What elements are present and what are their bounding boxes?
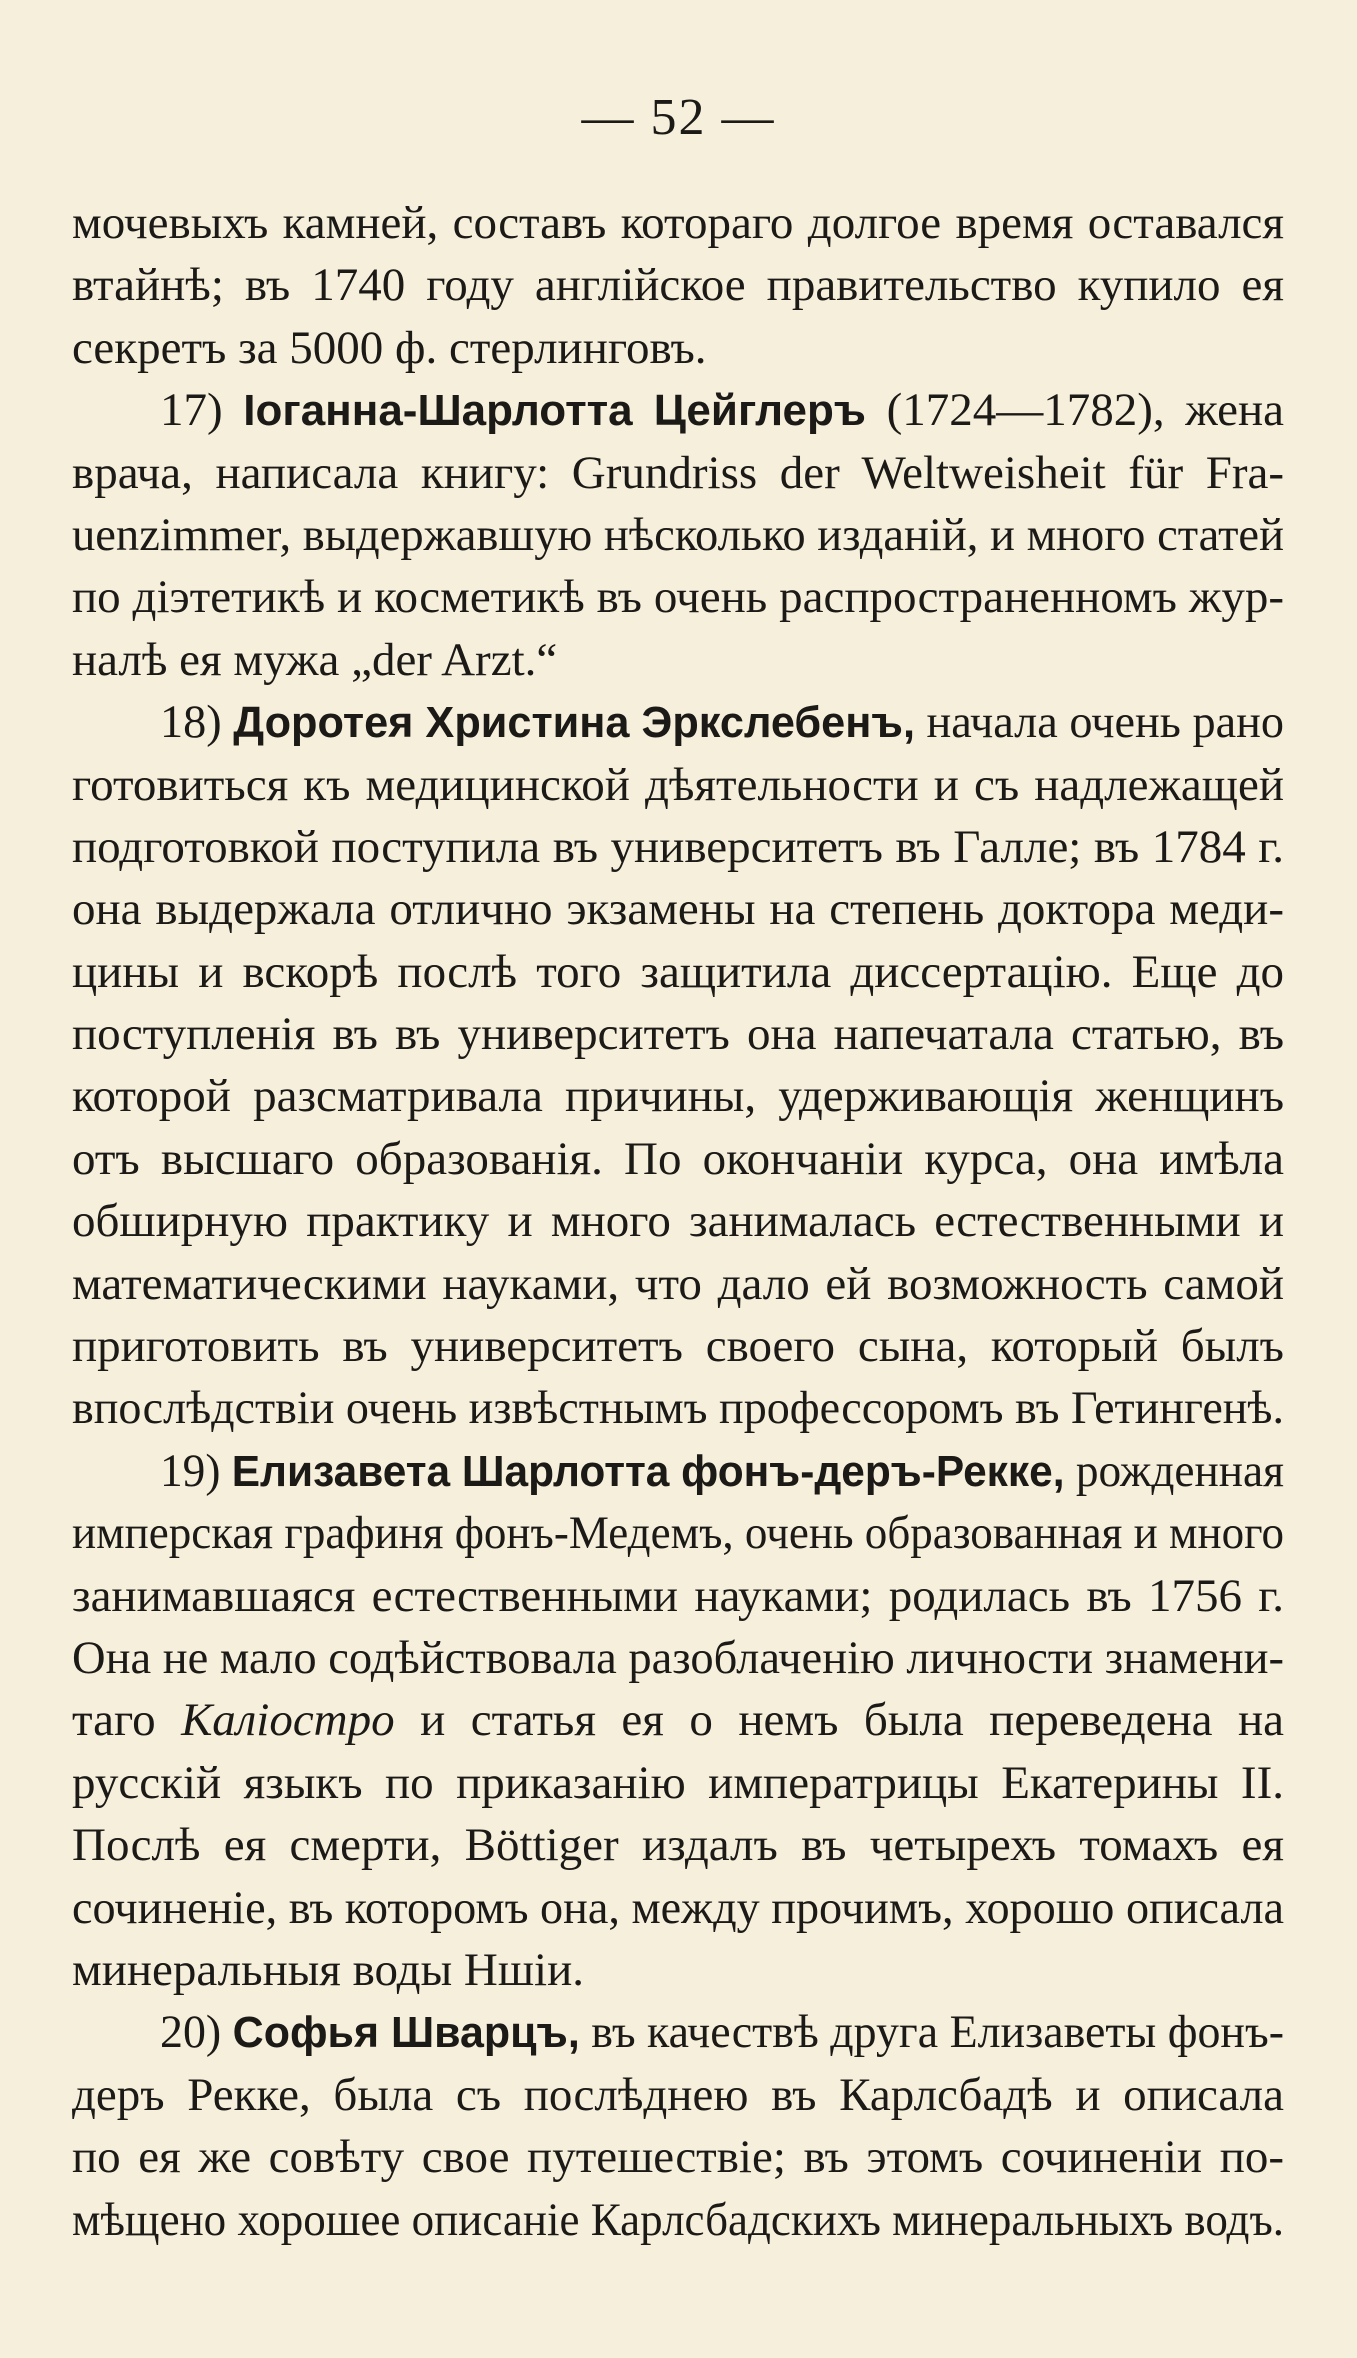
text-segment: приготовить въ университетъ своего сына, который былъ xyxy=(72,1320,1284,1373)
text-line xyxy=(72,1253,1357,1315)
text-line xyxy=(72,878,1357,940)
text-segment: таго xyxy=(72,1694,182,1747)
text-segment: русскій языкъ по приказанію императрицы Екатерины II. xyxy=(72,1756,1284,1809)
person-name: Елизавета Шарлотта фонъ-деръ-Рекке, xyxy=(231,1446,1065,1496)
text-line xyxy=(72,317,1357,379)
text-line xyxy=(72,566,1357,628)
text-segment: сочиненіе, въ которомъ она, между прочимъ, хорошо описала xyxy=(72,1881,1284,1934)
text-segment: Послѣ ея смерти, Böttiger издалъ въ четырехъ томахъ ея xyxy=(72,1819,1284,1872)
text-segment: математическими науками, что дало ей возможность самой xyxy=(72,1257,1284,1310)
text-segment: которой разсматривала причины, удерживающія женщинъ xyxy=(72,1070,1284,1123)
text-line xyxy=(72,816,1357,878)
text-segment: она выдержала отлично экзамены на степень доктора меди- xyxy=(72,883,1284,936)
text-line xyxy=(72,2126,1357,2188)
text-line xyxy=(72,1003,1357,1065)
text-line xyxy=(72,504,1357,566)
text-segment: обширную практику и много занималась естественными и xyxy=(72,1195,1284,1248)
text-segment: и статья ея о немъ была переведена на xyxy=(394,1694,1284,1747)
text-line xyxy=(72,1502,1357,1564)
text-line xyxy=(72,941,1357,1003)
text-segment: Она не мало содѣйствовала разоблаченію личности знамени- xyxy=(72,1631,1284,1684)
text-line xyxy=(72,1689,1357,1751)
text-segment: 20) xyxy=(160,2006,233,2059)
text-line xyxy=(72,192,1357,254)
text-segment: начала очень рано xyxy=(914,696,1284,749)
text-line xyxy=(72,1377,1357,1439)
text-segment: секретъ за 5000 ф. стерлинговъ. xyxy=(72,321,707,374)
text-segment: врача, написала книгу: Grundriss der Weltweisheit für Fra- xyxy=(72,446,1284,499)
text-segment: поступленія въ въ университетъ она напечатала статью, въ xyxy=(72,1008,1284,1061)
person-name: Іоганна-Шарлотта Цейглеръ xyxy=(243,386,866,436)
text-line xyxy=(72,1440,1357,1502)
person-name: Софья Шварцъ, xyxy=(232,2008,580,2058)
page-body-text xyxy=(72,192,1357,2251)
text-segment: налѣ ея мужа „der Arzt.“ xyxy=(72,633,558,686)
italic-text: Каліостро xyxy=(181,1694,395,1747)
text-line xyxy=(72,1877,1357,1939)
text-segment: впослѣдствіи очень извѣстнымъ профессоромъ въ Гетингенѣ. xyxy=(72,1382,1284,1435)
text-segment: имперская графиня фонъ-Медемъ, очень образованная и много xyxy=(72,1507,1284,1560)
text-segment: uenzimmer, выдержавшую нѣсколько изданій, и много статей xyxy=(72,508,1284,561)
text-segment: подготовкой поступила въ университетъ въ Галле; въ 1784 г. xyxy=(72,820,1284,873)
text-segment: по діэтетикѣ и косметикѣ въ очень распространенномъ жур- xyxy=(72,571,1284,624)
text-segment: 18) xyxy=(160,696,234,749)
text-line xyxy=(72,2189,1357,2251)
text-line xyxy=(72,1565,1357,1627)
text-segment: деръ Рекке, была съ послѣднею въ Карлсбадѣ и описала xyxy=(72,2068,1284,2121)
text-line xyxy=(72,1627,1357,1689)
text-segment: готовиться къ медицинской дѣятельности и съ надлежащей xyxy=(72,758,1284,811)
text-line xyxy=(72,1939,1357,2001)
text-line xyxy=(72,1190,1357,1252)
text-segment: рожденная xyxy=(1064,1444,1284,1497)
text-line xyxy=(72,629,1357,691)
text-segment: минеральныя воды Ншіи. xyxy=(72,1943,585,1996)
text-segment: 17) xyxy=(160,384,244,437)
text-segment: цины и вскорѣ послѣ того защитила диссертацію. Еще до xyxy=(72,945,1284,998)
text-segment: по ея же совѣту свое путешествіе; въ этомъ сочиненіи по- xyxy=(72,2131,1284,2184)
text-segment: отъ высшаго образованія. По окончаніи курса, она имѣла xyxy=(72,1132,1284,1185)
text-line xyxy=(72,691,1357,753)
text-segment: 19) xyxy=(160,1444,232,1497)
text-segment: въ качествѣ друга Елизаветы фонъ- xyxy=(579,2006,1284,2059)
person-name: Доротея Христина Эркслебенъ, xyxy=(233,698,915,748)
page-number: — 52 — xyxy=(581,89,776,146)
text-line xyxy=(72,1814,1357,1876)
text-line xyxy=(72,1752,1357,1814)
text-segment: занимавшаяся естественными науками; родилась въ 1756 г. xyxy=(72,1569,1284,1622)
text-segment: втайнѣ; въ 1740 году англійское правительство купило ея xyxy=(72,259,1284,312)
text-line xyxy=(72,2064,1357,2126)
text-segment: мочевыхъ камней, составъ котораго долгое время оставался xyxy=(72,197,1284,249)
text-segment: мѣщено хорошее описаніе Карлсбадскихъ минеральныхъ водъ. xyxy=(72,2193,1284,2246)
text-line xyxy=(72,442,1357,504)
text-line xyxy=(72,754,1357,816)
text-line xyxy=(72,2001,1357,2063)
text-line xyxy=(72,1315,1357,1377)
text-line xyxy=(72,1065,1357,1127)
text-segment: (1724—1782), жена xyxy=(865,384,1284,437)
text-line xyxy=(72,254,1357,316)
text-line xyxy=(72,379,1357,441)
text-line xyxy=(72,1128,1357,1190)
